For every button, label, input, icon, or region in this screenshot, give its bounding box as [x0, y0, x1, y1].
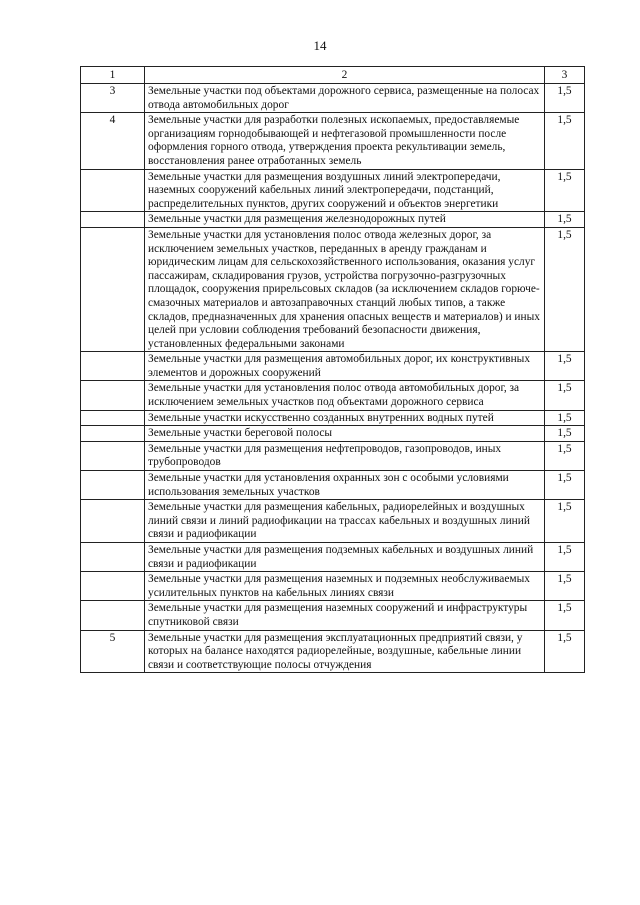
- row-number-cell: [81, 572, 145, 601]
- row-number-cell: [81, 212, 145, 228]
- row-coefficient-cell: 1,5: [545, 227, 585, 351]
- row-description-cell: Земельные участки береговой полосы: [145, 426, 545, 442]
- row-coefficient-cell: 1,5: [545, 500, 585, 543]
- row-number-cell: 4: [81, 113, 145, 169]
- header-cell-2: 2: [145, 67, 545, 84]
- table-row: [81, 84, 585, 113]
- row-description-cell: Земельные участки для размещения наземных сооружений и инфраструктуры спутниковой связи: [145, 601, 545, 630]
- page-number: 14: [313, 38, 327, 53]
- row-coefficient-cell: 1,5: [545, 572, 585, 601]
- table-row: [81, 601, 585, 630]
- table-row: [81, 113, 585, 169]
- table-row: [81, 381, 585, 410]
- row-coefficient-cell: 1,5: [545, 601, 585, 630]
- row-coefficient-cell: 1,5: [545, 84, 585, 113]
- table-row: [81, 352, 585, 381]
- table-row: [81, 410, 585, 426]
- land-coefficient-table: [80, 66, 585, 673]
- table-row: [81, 212, 585, 228]
- row-coefficient-cell: 1,5: [545, 441, 585, 470]
- row-coefficient-cell: 1,5: [545, 426, 585, 442]
- row-description-cell: Земельные участки для установления полос отвода автомобильных дорог, за исключением земельных участков под объектами дорожного сервиса: [145, 381, 545, 410]
- row-description-cell: Земельные участки для размещения воздушных линий электропередачи, наземных сооружений кабельных линий электропередачи, подстанций, распределительных пунктов, других сооружений и объектов энергетики: [145, 169, 545, 212]
- row-number-cell: [81, 500, 145, 543]
- row-description-cell: Земельные участки для размещения эксплуатационных предприятий связи, у которых на балансе находятся радиорелейные, воздушные, кабельные линии связи и соответствующие полосы отчуждения: [145, 630, 545, 673]
- table-header-row: [81, 67, 585, 84]
- table-row: [81, 227, 585, 351]
- table-row: [81, 441, 585, 470]
- table-row: [81, 426, 585, 442]
- row-coefficient-cell: 1,5: [545, 630, 585, 673]
- row-number-cell: [81, 426, 145, 442]
- row-coefficient-cell: 1,5: [545, 410, 585, 426]
- row-coefficient-cell: 1,5: [545, 212, 585, 228]
- row-number-cell: [81, 441, 145, 470]
- header-cell-1: 1: [81, 67, 145, 84]
- row-number-cell: 3: [81, 84, 145, 113]
- row-description-cell: Земельные участки для разработки полезных ископаемых, предоставляемые организациям горнодобывающей и нефтегазовой промышленности после оформления горного отвода, утверждения проекта рекультивации земель, восстановления ранее отработанных земель: [145, 113, 545, 169]
- row-description-cell: Земельные участки для размещения подземных кабельных и воздушных линий связи и радиофикации: [145, 543, 545, 572]
- row-description-cell: Земельные участки для установления полос отвода железных дорог, за исключением земельных участков, переданных в аренду гражданам и юридическим лицам для сельскохозяйственного использования, оказания услуг пассажирам, складирования грузов, устройства погрузочно-разгрузочных площадок, сооружения прирельсовых складов (за исключением складов горюче-смазочных материалов и автозаправочных станций любых типов, а также складов, предназначенных для хранения опасных веществ и материалов) и иных целей при условии соблюдения требований безопасности движения, установленных федеральными законами: [145, 227, 545, 351]
- table-row: [81, 572, 585, 601]
- row-description-cell: Земельные участки искусственно созданных внутренних водных путей: [145, 410, 545, 426]
- row-number-cell: [81, 352, 145, 381]
- row-description-cell: Земельные участки для размещения кабельных, радиорелейных и воздушных линий связи и линий радиофикации на трассах кабельных и воздушных линий связи и радиофикации: [145, 500, 545, 543]
- row-description-cell: Земельные участки для размещения автомобильных дорог, их конструктивных элементов и дорожных сооружений: [145, 352, 545, 381]
- row-description-cell: Земельные участки для размещения железнодорожных путей: [145, 212, 545, 228]
- row-description-cell: Земельные участки под объектами дорожного сервиса, размещенные на полосах отвода автомобильных дорог: [145, 84, 545, 113]
- row-number-cell: [81, 381, 145, 410]
- table-row: [81, 543, 585, 572]
- row-description-cell: Земельные участки для размещения наземных и подземных необслуживаемых усилительных пунктов на кабельных линиях связи: [145, 572, 545, 601]
- row-coefficient-cell: 1,5: [545, 169, 585, 212]
- table-row: [81, 169, 585, 212]
- row-coefficient-cell: 1,5: [545, 471, 585, 500]
- row-description-cell: Земельные участки для установления охранных зон с особыми условиями использования земельных участков: [145, 471, 545, 500]
- row-coefficient-cell: 1,5: [545, 381, 585, 410]
- header-cell-3: 3: [545, 67, 585, 84]
- row-coefficient-cell: 1,5: [545, 543, 585, 572]
- row-number-cell: [81, 601, 145, 630]
- row-coefficient-cell: 1,5: [545, 113, 585, 169]
- row-number-cell: 5: [81, 630, 145, 673]
- table-row: [81, 630, 585, 673]
- row-number-cell: [81, 471, 145, 500]
- table-row: [81, 471, 585, 500]
- row-coefficient-cell: 1,5: [545, 352, 585, 381]
- row-number-cell: [81, 410, 145, 426]
- row-number-cell: [81, 227, 145, 351]
- row-number-cell: [81, 169, 145, 212]
- table-row: [81, 500, 585, 543]
- row-description-cell: Земельные участки для размещения нефтепроводов, газопроводов, иных трубопроводов: [145, 441, 545, 470]
- row-number-cell: [81, 543, 145, 572]
